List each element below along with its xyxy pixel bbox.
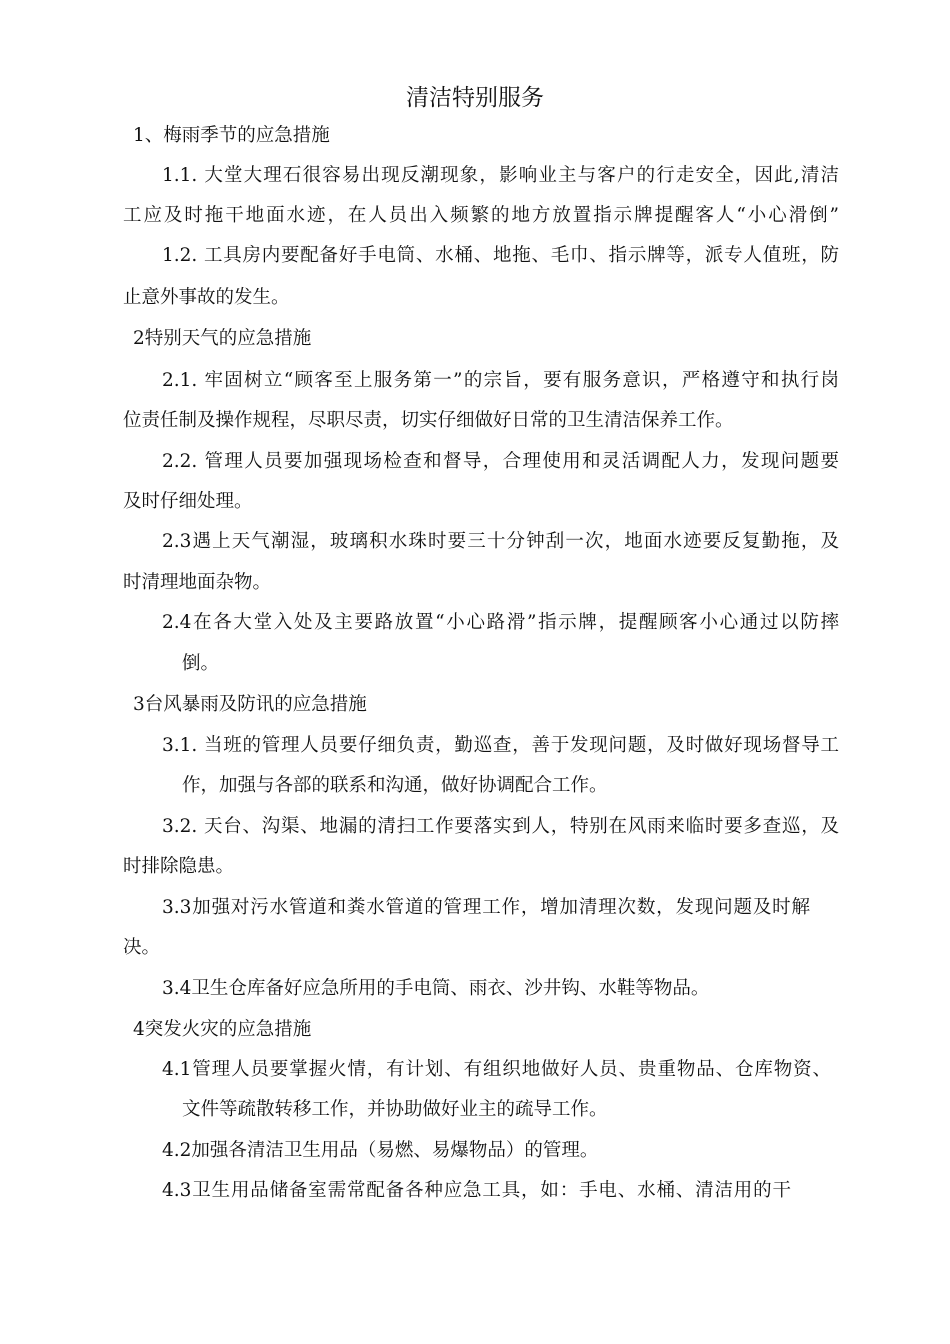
paragraph-line: 止意外事故的发生。 <box>123 287 290 308</box>
paragraph-line: 3.2. 天台、沟渠、地漏的清扫工作要落实到人，特别在风雨来临时要多查巡，及 <box>162 816 839 837</box>
paragraph-line: 时清理地面杂物。 <box>123 572 272 593</box>
section-heading-1: 1、梅雨季节的应急措施 <box>133 125 330 146</box>
paragraph-line: 4.1管理人员要掌握火情，有计划、有组织地做好人员、贵重物品、仓库物资、 <box>162 1059 831 1080</box>
paragraph-line: 及时仔细处理。 <box>123 491 253 512</box>
section-heading-4: 4突发火灾的应急措施 <box>133 1019 312 1040</box>
paragraph-line: 位责任制及操作规程，尽职尽责，切实仔细做好日常的卫生清洁保养工作。 <box>123 410 734 431</box>
paragraph-line: 3.3加强对污水管道和粪水管道的管理工作，增加清理次数，发现问题及时解 <box>162 897 810 918</box>
paragraph-line: 2.3遇上天气潮湿，玻璃积水珠时要三十分钟刮一次，地面水迹要反复勤拖，及 <box>162 531 839 552</box>
section-heading-3: 3台风暴雨及防讯的应急措施 <box>133 694 367 715</box>
paragraph-line: 3.1. 当班的管理人员要仔细负责，勤巡查，善于发现问题，及时做好现场督导工 <box>162 735 839 756</box>
paragraph-line: 时排除隐患。 <box>123 856 235 877</box>
paragraph-line: 决。 <box>123 937 161 958</box>
document-title: 清洁特别服务 <box>406 85 544 111</box>
paragraph-line: 2.4在各大堂入处及主要路放置“小心路滑”指示牌，提醒顾客小心通过以防摔 <box>162 612 839 633</box>
paragraph-line: 2.1. 牢固树立“顾客至上服务第一”的宗旨，要有服务意识，严格遵守和执行岗 <box>162 370 839 391</box>
paragraph-line: 倒。 <box>182 653 220 674</box>
paragraph-line: 文件等疏散转移工作，并协助做好业主的疏导工作。 <box>182 1099 608 1120</box>
paragraph-line: 1.1. 大堂大理石很容易出现反潮现象，影响业主与客户的行走安全，因此,清洁 <box>162 165 839 186</box>
paragraph-line: 2.2. 管理人员要加强现场检查和督导，合理使用和灵活调配人力，发现问题要 <box>162 451 839 472</box>
paragraph-line: 作，加强与各部的联系和沟通，做好协调配合工作。 <box>182 775 608 796</box>
paragraph-line: 4.3卫生用品储备室需常配备各种应急工具，如：手电、水桶、清洁用的干 <box>162 1180 791 1201</box>
paragraph-line: 1.2. 工具房内要配备好手电筒、水桶、地拖、毛巾、指示牌等，派专人值班，防 <box>162 245 839 266</box>
paragraph-line: 工应及时拖干地面水迹，在人员出入频繁的地方放置指示牌提醒客人“小心滑倒” <box>123 205 839 226</box>
section-heading-2: 2特别天气的应急措施 <box>133 328 312 349</box>
paragraph-line: 4.2加强各清洁卫生用品（易燃、易爆物品）的管理。 <box>162 1140 599 1161</box>
paragraph-line: 3.4卫生仓库备好应急所用的手电筒、雨衣、沙井钩、水鞋等物品。 <box>162 978 710 999</box>
